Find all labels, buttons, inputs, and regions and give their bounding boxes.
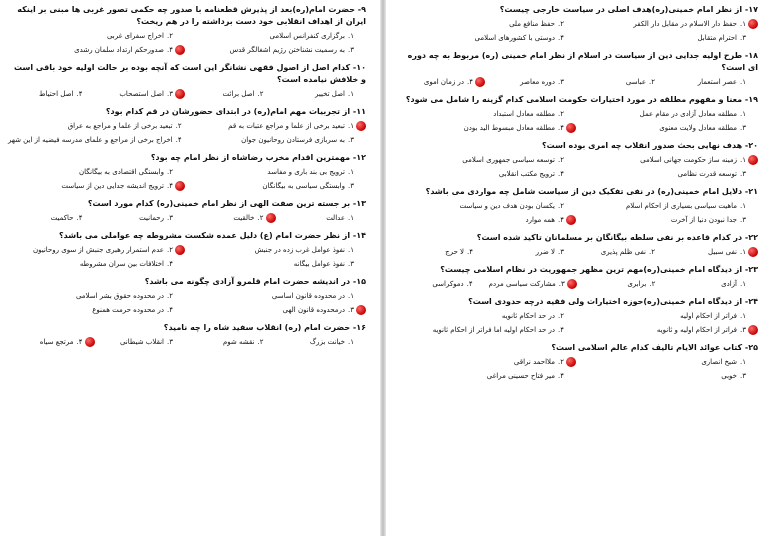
question-block bbox=[398, 264, 758, 290]
answer-mark-icon bbox=[175, 45, 185, 55]
question-block bbox=[398, 50, 758, 88]
answer-option[interactable] bbox=[189, 167, 366, 178]
option-text: خیانت بزرگ bbox=[309, 338, 345, 346]
answer-option[interactable] bbox=[580, 77, 667, 88]
option-text: اختلافات بین سران مشروطه bbox=[79, 260, 164, 268]
question-title: ۱۷- از نظر امام خمینی(ره)هدف اصلی در سیاست خارجی چیست؟ bbox=[499, 5, 758, 14]
option-number: ۱. bbox=[740, 280, 746, 288]
options-list bbox=[398, 109, 758, 134]
answer-mark-icon bbox=[85, 337, 95, 347]
answer-option[interactable] bbox=[189, 291, 366, 302]
answer-option-selected[interactable] bbox=[398, 357, 576, 368]
option-number: ۱. bbox=[348, 214, 354, 222]
option-number: ۴. bbox=[558, 170, 564, 178]
option-text: به رسمیت نشناختن رژیم اشغالگر قدس bbox=[229, 46, 345, 54]
option-text: شیخ انصاری bbox=[701, 358, 737, 366]
answer-option[interactable] bbox=[99, 337, 186, 348]
option-number: ۲. bbox=[257, 214, 264, 222]
answer-option-selected[interactable] bbox=[489, 279, 577, 290]
answer-option-selected[interactable] bbox=[671, 247, 758, 258]
option-text: ترویج اندیشه جدایی دین از سیاست bbox=[61, 182, 164, 190]
option-text: خالقیت bbox=[233, 214, 255, 222]
option-text: در حد احکام ثانویه bbox=[501, 312, 555, 320]
option-text: مرتجع سیاه bbox=[39, 338, 74, 346]
option-number: ۴. bbox=[466, 280, 473, 288]
question-block bbox=[8, 152, 366, 192]
option-number: ۴. bbox=[167, 182, 173, 190]
question-block bbox=[8, 276, 366, 316]
option-text: عدالت bbox=[326, 214, 345, 222]
option-text: توسعه قدرت نظامی bbox=[677, 170, 737, 178]
option-text: اخراج سفرای غربی bbox=[106, 32, 164, 40]
option-number: ۱. bbox=[740, 78, 746, 86]
option-text: در زمان اموی bbox=[423, 78, 464, 86]
answer-option-selected[interactable] bbox=[398, 215, 576, 226]
answer-option[interactable] bbox=[280, 337, 367, 348]
options-list bbox=[398, 19, 758, 44]
question-block bbox=[8, 322, 366, 348]
answer-option[interactable] bbox=[398, 109, 576, 120]
option-number: ۱. bbox=[740, 248, 746, 256]
option-text: ترویج مکتب انقلابی bbox=[498, 170, 555, 178]
answer-option[interactable] bbox=[8, 213, 95, 224]
question-block bbox=[398, 4, 758, 44]
options-list bbox=[8, 291, 366, 316]
question-title: ۱۸- طرح اولیه جدایی دین از سیاست در اسلام از نظر امام خمینی (ره) مربوط به چه دوره ای است؟ bbox=[407, 51, 758, 72]
answer-mark-icon bbox=[748, 155, 758, 165]
answer-option-selected[interactable] bbox=[189, 213, 276, 224]
answer-option[interactable] bbox=[8, 31, 185, 42]
option-text: صدورحکم ارتداد سلمان رشدی bbox=[74, 46, 164, 54]
option-number: ۲. bbox=[175, 122, 182, 130]
answer-option[interactable] bbox=[580, 33, 758, 44]
answer-option[interactable] bbox=[8, 121, 194, 132]
question-title: ۱۲- مهمترین اقدام مخرب رضاشاه از نظر امام چه بود؟ bbox=[150, 153, 366, 162]
option-text: حاکمیت bbox=[50, 214, 74, 222]
question-title: ۱۴- از نظر حضرت امام (ع) دلیل عمده شکست مشروطه چه عواملی می باشد؟ bbox=[59, 231, 366, 240]
answer-option[interactable] bbox=[280, 89, 367, 100]
answer-option[interactable] bbox=[8, 89, 95, 100]
question-block bbox=[8, 62, 366, 100]
options-list bbox=[398, 279, 758, 290]
answer-option-selected[interactable] bbox=[198, 121, 366, 132]
option-number: ۴. bbox=[558, 372, 564, 380]
answer-option[interactable] bbox=[580, 215, 758, 226]
option-number: ۲. bbox=[558, 20, 564, 28]
option-number: ۴. bbox=[76, 338, 83, 346]
options-list bbox=[8, 89, 366, 100]
option-number: ۳. bbox=[558, 248, 564, 256]
answer-option[interactable] bbox=[580, 311, 758, 322]
answer-option[interactable] bbox=[189, 259, 366, 270]
option-number: ۱. bbox=[348, 292, 354, 300]
option-text: دوره معاصر bbox=[520, 78, 555, 86]
option-text: فراتر از احکام اولیه و ثانویه bbox=[656, 326, 737, 334]
answer-option[interactable] bbox=[489, 77, 576, 88]
options-list bbox=[8, 337, 366, 348]
answer-option[interactable] bbox=[398, 325, 576, 336]
answer-option-selected[interactable] bbox=[580, 19, 758, 30]
answer-mark-icon bbox=[356, 305, 366, 315]
option-number: ۲. bbox=[649, 78, 655, 86]
answer-mark-icon bbox=[475, 77, 485, 87]
option-number: ۲. bbox=[167, 32, 173, 40]
options-list bbox=[398, 77, 758, 88]
question-title: ۱۱- از تجربیات مهم امام(ره) در ابتدای حضورشان در قم کدام بود؟ bbox=[105, 107, 366, 116]
option-number: ۴. bbox=[175, 136, 182, 144]
option-text: در حد احکام اولیه اما فراتر از احکام ثانویه bbox=[432, 326, 555, 334]
answer-option[interactable] bbox=[580, 201, 758, 212]
question-title: ۱۵- در اندیشه حضرت امام قلمرو آزادی چگونه می باشد؟ bbox=[144, 277, 366, 286]
option-number: ۱. bbox=[740, 110, 746, 118]
options-list bbox=[398, 311, 758, 336]
answer-option[interactable] bbox=[189, 181, 366, 192]
answer-mark-icon bbox=[567, 279, 577, 289]
option-number: ۳. bbox=[167, 90, 173, 98]
answer-option[interactable] bbox=[671, 77, 758, 88]
option-text: وابستگی اقتصادی به بیگانگان bbox=[78, 168, 164, 176]
option-text: مطلقه معادل استبداد bbox=[493, 110, 555, 118]
question-title: ۲۱- دلایل امام خمینی(ره) در نفی تفکیک دین از سیاست شامل چه مواردی می باشد؟ bbox=[425, 187, 758, 196]
option-number: ۴. bbox=[467, 78, 473, 86]
answer-option[interactable] bbox=[398, 311, 576, 322]
page-divider bbox=[380, 0, 386, 536]
option-number: ۳. bbox=[740, 124, 746, 132]
question-title: ۲۲- در کدام قاعده بر نفی سلطه بیگانگان بر مسلمانان تاکید شده است؟ bbox=[476, 233, 758, 242]
answer-option[interactable] bbox=[489, 247, 576, 258]
options-list bbox=[8, 31, 366, 56]
answer-option[interactable] bbox=[398, 279, 485, 290]
answer-option[interactable] bbox=[398, 33, 576, 44]
option-text: در محدوده قانون اساسی bbox=[271, 292, 345, 300]
answer-option-selected[interactable] bbox=[8, 181, 185, 192]
option-number: ۳. bbox=[167, 214, 173, 222]
question-block bbox=[8, 106, 366, 146]
option-text: وابستگی سیاسی به بیگانگان bbox=[262, 182, 345, 190]
option-text: ماهیت سیاسی بسیاری از احکام اسلام bbox=[625, 202, 737, 210]
option-text: مطلقه معادل آزادی در مقام عمل bbox=[639, 110, 737, 118]
option-number: ۳. bbox=[348, 182, 354, 190]
option-text: عباسی bbox=[625, 78, 646, 86]
answer-option[interactable] bbox=[189, 245, 366, 256]
answer-option[interactable] bbox=[99, 213, 186, 224]
answer-option[interactable] bbox=[189, 31, 366, 42]
options-list bbox=[398, 155, 758, 180]
option-number: ۳. bbox=[348, 306, 354, 314]
option-number: ۳. bbox=[740, 34, 746, 42]
answer-mark-icon bbox=[175, 181, 185, 191]
option-number: ۳. bbox=[740, 372, 746, 380]
option-number: ۲. bbox=[558, 358, 564, 366]
answer-option[interactable] bbox=[8, 259, 185, 270]
question-title: ۲۴- از دیدگاه امام خمینی(ره)حوزه اختیارات ولی فقیه درچه حدودی است؟ bbox=[468, 297, 758, 306]
question-title: ۱۰- کدام اصل از اصول فقهی نشانگر این است که آنچه بوده بر حالت اولیه خود باقی است و خلافش نیامده است؟ bbox=[14, 63, 366, 84]
answer-option[interactable] bbox=[189, 45, 366, 56]
question-block bbox=[398, 342, 758, 382]
option-number: ۱. bbox=[348, 32, 354, 40]
question-title: ۹- حضرت امام(ره)بعد از پذیرش قطعنامه با صدور چه حکمی تصور غربی ها مبنی بر اینکه ایران از اهداف انقلابی خود دست برداشته را در هم ریخت؟ bbox=[17, 5, 366, 26]
option-number: ۱. bbox=[740, 20, 746, 28]
question-title: ۱۳- بر جسته ترین صفت الهی از نظر امام خمینی(ره) کدام مورد است؟ bbox=[87, 199, 366, 208]
option-text: اصل برائت bbox=[222, 90, 255, 98]
answer-option-selected[interactable] bbox=[99, 89, 186, 100]
answer-option-selected[interactable] bbox=[8, 245, 185, 256]
right-page bbox=[392, 0, 768, 536]
answer-option-selected[interactable] bbox=[8, 45, 185, 56]
answer-mark-icon bbox=[175, 245, 185, 255]
option-number: ۲. bbox=[167, 168, 173, 176]
option-number: ۳. bbox=[348, 260, 354, 268]
answer-option[interactable] bbox=[580, 169, 758, 180]
option-number: ۲. bbox=[558, 156, 564, 164]
option-number: ۱. bbox=[740, 156, 746, 164]
question-title: ۱۶- حضرت امام (ره) انقلاب سفید شاه را چه نامید؟ bbox=[163, 323, 366, 332]
answer-option[interactable] bbox=[398, 155, 576, 166]
question-block bbox=[8, 230, 366, 270]
answer-option-selected[interactable] bbox=[580, 325, 758, 336]
options-list bbox=[8, 213, 366, 224]
answer-option[interactable] bbox=[398, 169, 576, 180]
question-block bbox=[398, 94, 758, 134]
option-text: اصل استصحاب bbox=[119, 90, 164, 98]
option-text: مطلقه معادل مبسوط الید بودن bbox=[463, 124, 555, 132]
option-number: ۲. bbox=[649, 280, 656, 288]
answer-option[interactable] bbox=[8, 167, 185, 178]
answer-option[interactable] bbox=[8, 291, 185, 302]
option-number: ۴. bbox=[167, 46, 173, 54]
option-number: ۴. bbox=[558, 216, 564, 224]
answer-option[interactable] bbox=[398, 201, 576, 212]
option-number: ۱. bbox=[740, 312, 746, 320]
answer-option[interactable] bbox=[580, 123, 758, 134]
answer-option[interactable] bbox=[189, 89, 276, 100]
question-block bbox=[398, 232, 758, 258]
answer-option[interactable] bbox=[398, 247, 485, 258]
option-text: درمحدوده قانون الهی bbox=[282, 306, 345, 314]
option-text: نفی ظلم پذیری bbox=[600, 248, 646, 256]
answer-option-selected[interactable] bbox=[189, 305, 366, 316]
option-number: ۱. bbox=[348, 168, 354, 176]
option-number: ۴. bbox=[558, 326, 564, 334]
question-block bbox=[8, 4, 366, 56]
option-text: رحمانیت bbox=[139, 214, 164, 222]
option-number: ۲. bbox=[558, 312, 564, 320]
option-number: ۴. bbox=[467, 248, 473, 256]
question-title: ۱۹- معنا و مفهوم مطلقه در مورد اختیارات حکومت اسلامی کدام گزینه را شامل می شود؟ bbox=[405, 95, 758, 104]
option-text: انقلاب شیطانی bbox=[119, 338, 164, 346]
option-number: ۴. bbox=[76, 90, 83, 98]
option-text: در محدوده حرمت همنوع bbox=[92, 306, 164, 314]
answer-option-selected[interactable] bbox=[398, 77, 485, 88]
answer-option[interactable] bbox=[580, 357, 758, 368]
question-block bbox=[8, 198, 366, 224]
answer-mark-icon bbox=[356, 121, 366, 131]
answer-mark-icon bbox=[566, 215, 576, 225]
option-text: برابری bbox=[627, 280, 647, 288]
answer-option[interactable] bbox=[671, 279, 758, 290]
option-text: تبعید برخی از علما و مراجع به عراق bbox=[67, 122, 173, 130]
option-text: نفوذ عوامل بیگانه bbox=[293, 260, 345, 268]
option-text: جدا نبودن دنیا از آخرت bbox=[670, 216, 737, 224]
option-text: میر فتاح حسینی مراغی bbox=[486, 372, 555, 380]
question-title: ۲۳- از دیدگاه امام خمینی(ره)مهم ترین مظهر جمهوریت در نظام اسلامی چیست؟ bbox=[440, 265, 758, 274]
answer-mark-icon bbox=[266, 213, 276, 223]
option-number: ۴. bbox=[167, 306, 173, 314]
answer-mark-icon bbox=[175, 89, 185, 99]
option-text: آزادی bbox=[721, 280, 737, 288]
answer-option[interactable] bbox=[581, 279, 668, 290]
answer-mark-icon bbox=[748, 325, 758, 335]
option-text: به سربازی فرستادن روحانیون جوان bbox=[241, 136, 345, 144]
option-number: ۲. bbox=[649, 248, 655, 256]
option-number: ۳. bbox=[740, 326, 746, 334]
option-number: ۱. bbox=[348, 246, 354, 254]
answer-option[interactable] bbox=[580, 371, 758, 382]
question-block bbox=[398, 140, 758, 180]
question-block bbox=[398, 186, 758, 226]
answer-mark-icon bbox=[566, 357, 576, 367]
option-text: لا حرج bbox=[445, 248, 464, 256]
option-text: احترام متقابل bbox=[697, 34, 737, 42]
option-number: ۲. bbox=[167, 246, 173, 254]
option-number: ۳. bbox=[348, 136, 354, 144]
option-text: نفوذ عوامل غرب زده در جنبش bbox=[254, 246, 345, 254]
option-text: همه موارد bbox=[525, 216, 555, 224]
option-number: ۳. bbox=[740, 216, 746, 224]
option-number: ۲. bbox=[257, 338, 264, 346]
option-number: ۲. bbox=[257, 90, 264, 98]
options-list bbox=[398, 201, 758, 226]
option-text: اصل تخییر bbox=[315, 90, 345, 98]
option-number: ۳. bbox=[348, 46, 354, 54]
option-number: ۳. bbox=[167, 338, 173, 346]
option-text: برگزاری کنفرانس اسلامی bbox=[269, 32, 345, 40]
option-number: ۴. bbox=[76, 214, 83, 222]
answer-option[interactable] bbox=[398, 19, 576, 30]
options-list bbox=[8, 167, 366, 192]
option-text: اصل احتیاط bbox=[38, 90, 74, 98]
option-text: ملااحمد نراقی bbox=[513, 358, 555, 366]
options-list bbox=[8, 245, 366, 270]
answer-option[interactable] bbox=[189, 337, 276, 348]
options-list bbox=[8, 121, 366, 146]
option-text: ترویج بی بند باری و مفاسد bbox=[267, 168, 345, 176]
option-text: عدم استمرار رهبری جنبش از سوی روحانیون bbox=[32, 246, 164, 254]
option-number: ۳. bbox=[558, 280, 565, 288]
option-text: عصر استعمار bbox=[697, 78, 737, 86]
option-text: خوبی bbox=[721, 372, 737, 380]
answer-option[interactable] bbox=[8, 135, 194, 146]
option-text: حفظ منافع ملی bbox=[509, 20, 555, 28]
answer-option[interactable] bbox=[580, 247, 667, 258]
answer-option[interactable] bbox=[198, 135, 366, 146]
option-text: مشارکت سیاسی مردم bbox=[488, 280, 556, 288]
answer-option-selected[interactable] bbox=[398, 123, 576, 134]
answer-option[interactable] bbox=[8, 305, 185, 316]
answer-option-selected[interactable] bbox=[580, 155, 758, 166]
option-text: حفظ دار الاسلام در مقابل دار الکفر bbox=[633, 20, 737, 28]
option-number: ۱. bbox=[348, 338, 354, 346]
option-number: ۴. bbox=[558, 124, 564, 132]
option-number: ۲. bbox=[558, 202, 564, 210]
option-text: نفی سبیل bbox=[708, 248, 737, 256]
option-text: دوستی با کشورهای اسلامی bbox=[474, 34, 555, 42]
option-number: ۴. bbox=[558, 34, 564, 42]
option-number: ۱. bbox=[348, 122, 354, 130]
options-list bbox=[398, 247, 758, 258]
option-text: زمینه ساز حکومت جهانی اسلامی bbox=[640, 156, 737, 164]
answer-option[interactable] bbox=[398, 371, 576, 382]
option-text: مطلقه معادل ولایت معنوی bbox=[659, 124, 737, 132]
answer-mark-icon bbox=[748, 247, 758, 257]
option-number: ۲. bbox=[167, 292, 173, 300]
left-page bbox=[0, 0, 376, 536]
answer-option[interactable] bbox=[580, 109, 758, 120]
answer-option-selected[interactable] bbox=[8, 337, 95, 348]
question-block bbox=[398, 296, 758, 336]
option-text: در محدوده حقوق بشر اسلامی bbox=[75, 292, 164, 300]
option-text: یکسان بودن هدف دین و سیاست bbox=[459, 202, 555, 210]
option-text: دموکراسی bbox=[432, 280, 464, 288]
option-text: نقشه شوم bbox=[222, 338, 255, 346]
option-text: لا ضرر bbox=[535, 248, 555, 256]
question-title: ۲۵- کتاب عوائد الایام تالیف کدام عالم اسلامی است؟ bbox=[551, 343, 758, 352]
option-number: ۳. bbox=[740, 170, 746, 178]
option-text: تبعید برخی از علما و مراجع عتبات به قم bbox=[228, 122, 345, 130]
option-number: ۱. bbox=[348, 90, 354, 98]
option-text: توسعه سیاسی جمهوری اسلامی bbox=[462, 156, 555, 164]
options-list bbox=[398, 357, 758, 382]
answer-mark-icon bbox=[566, 123, 576, 133]
option-number: ۴. bbox=[167, 260, 173, 268]
option-text: فراتر از احکام اولیه bbox=[680, 312, 737, 320]
option-number: ۱. bbox=[740, 202, 746, 210]
question-title: ۲۰- هدف نهایی بحث صدور انقلاب چه امری بوده است؟ bbox=[542, 141, 758, 150]
option-number: ۳. bbox=[558, 78, 564, 86]
option-number: ۱. bbox=[740, 358, 746, 366]
option-text: اخراج برخی از مراجع و علمای مدرسه فیضیه از این شهر bbox=[8, 136, 173, 144]
answer-mark-icon bbox=[748, 19, 758, 29]
answer-option[interactable] bbox=[280, 213, 367, 224]
option-number: ۲. bbox=[558, 110, 564, 118]
